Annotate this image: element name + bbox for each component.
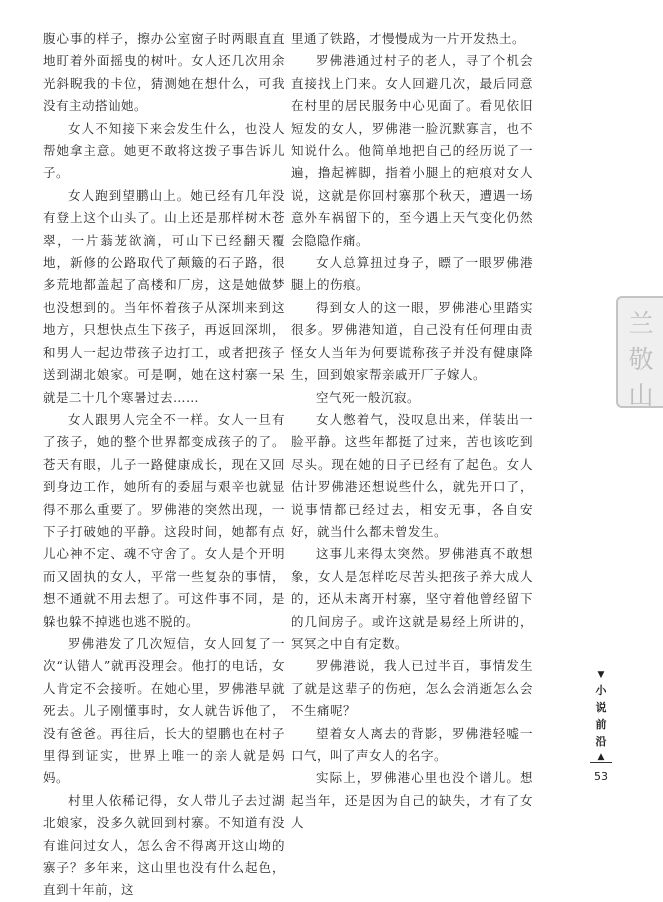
seal-glyph: 敬	[628, 345, 654, 374]
text-column-left	[43, 28, 285, 902]
paragraph: 女人憋着气，没叹息出来，佯装出一脸平静。这些年都挺了过来，苦也该吃到尽头。现在她的日子已经有了起色。女人估计罗佛港还想说些什么，就先开口了，说事情都已经过去，相安无事，各自安好，就当什么都未曾发生。	[291, 411, 533, 539]
paragraph: 空气死一般沉寂。	[316, 389, 421, 405]
paragraph: 望着女人离去的背影，罗佛港轻嘘一口气，叫了声女人的名字。	[291, 725, 533, 763]
seal-glyph: 山	[628, 381, 654, 408]
section-label-char: 沿	[595, 735, 607, 748]
section-label-char: 小	[595, 684, 607, 697]
seal-stamp	[616, 296, 663, 408]
paragraph: 女人总算扭过身子，瞟了一眼罗佛港腿上的伤痕。	[291, 255, 533, 293]
paragraph: 罗佛港通过村子的老人，寻了个机会直接找上门来。女人回避几次，最后同意在村里的居民服务中心见面了。看见依旧短发的女人，罗佛港一脸沉默寡言，也不知说什么。他简单地把自己的经历说了一遍，撸起裤脚，指着小腿上的疤痕对女人说，这就是你回村寨那个秋天，遭遇一场意外车祸留下的，至今遇上天气变化仍然会隐隐作痛。	[291, 53, 533, 248]
paragraph: 罗佛港说，我人已过半百，事情发生了就是这辈子的伤疤，怎么会消逝怎么会不生痛呢？	[291, 658, 533, 719]
divider	[590, 762, 612, 763]
paragraph: 这事儿来得太突然。罗佛港真不敢想象，女人是怎样吃尽苦头把孩子养大成人的，还从未离开村寨，坚守着他曾经留下的几间房子。或许这就是易经上所讲的，冥冥之中自有定数。	[291, 546, 533, 651]
paragraph: 女人跟男人完全不一样。女人一旦有了孩子，她的整个世界都变成孩子的了。苍天有眼，儿子一路健康成长，现在又回到身边工作，她所有的委屈与艰辛也就显得不那么重要了。罗佛港的突然出现，一下子打破她的平静。这段时间，她都有点儿心神不定、魂不守舍了。女人是个开明而又固执的女人，平常一些复杂的事情，想不通就不用去想了。可这件事不同，是躲也躲不掉逃也逃不脱的。	[43, 411, 285, 629]
paragraph: 腹心事的样子，擦办公室窗子时两眼直直地盯着外面摇曳的树叶。女人还几次用余光斜睨我的卡位，猜测她在想什么，可我没有主动搭讪她。	[43, 31, 285, 114]
triangle-down-icon: ▼	[597, 670, 605, 680]
paragraph: 实际上，罗佛港心里也没个谱儿。想起当年，还是因为自己的缺失，才有了女人	[291, 770, 533, 831]
paragraph: 里通了铁路，才慢慢成为一片开发热土。	[291, 31, 526, 46]
section-label	[588, 668, 614, 764]
paragraph: 罗佛港发了几次短信，女人回复了一次“认错人”就再没理会。他打的电话，女人肯定不会接听。在她心里，罗佛港早就死去。儿子刚懂事时，女人就告诉他了，没有爸爸。再往后，长大的望鹏也在村子里得到证实，世界上唯一的亲人就是妈妈。	[43, 635, 285, 786]
triangle-up-icon: ▲	[597, 752, 605, 762]
page-number: 53	[594, 770, 608, 783]
section-label-char: 说	[595, 701, 607, 714]
paragraph: 女人不知接下来会发生什么，也没人帮她拿主意。她更不敢将这拨子事告诉儿子。	[43, 120, 285, 181]
seal-glyph: 兰	[628, 309, 654, 338]
paragraph: 村里人依稀记得，女人带儿子去过湖北娘家，没多久就回到村寨。不知道有没有谁问过女人，怎么舍不得离开这山坳的寨子？多年来，这山里也没有什么起色，直到十年前，这	[43, 792, 285, 898]
paragraph: 女人跑到望鹏山上。她已经有几年没有登上这个山头了。山上还是那样树木苍翠，一片蓊茏欲滴，可山下已经翻天覆地，新修的公路取代了颠簸的石子路，很多荒地都盖起了高楼和厂房，这是她做梦也没想到的。当年怀着孩子从深圳来到这地方，只想快点生下孩子，再返回深圳，和男人一起边带孩子边打工，或者把孩子送到湖北娘家。可是啊，她在这村寨一呆就是二十几个寒暑过去……	[43, 187, 285, 405]
text-column-right	[291, 28, 533, 835]
section-label-char: 前	[595, 718, 607, 731]
paragraph: 得到女人的这一眼，罗佛港心里踏实很多。罗佛港知道，自己没有任何理由责怪女人当年为何要谎称孩子并没有健康降生，回到娘家帮亲戚开厂子嫁人。	[291, 299, 533, 383]
